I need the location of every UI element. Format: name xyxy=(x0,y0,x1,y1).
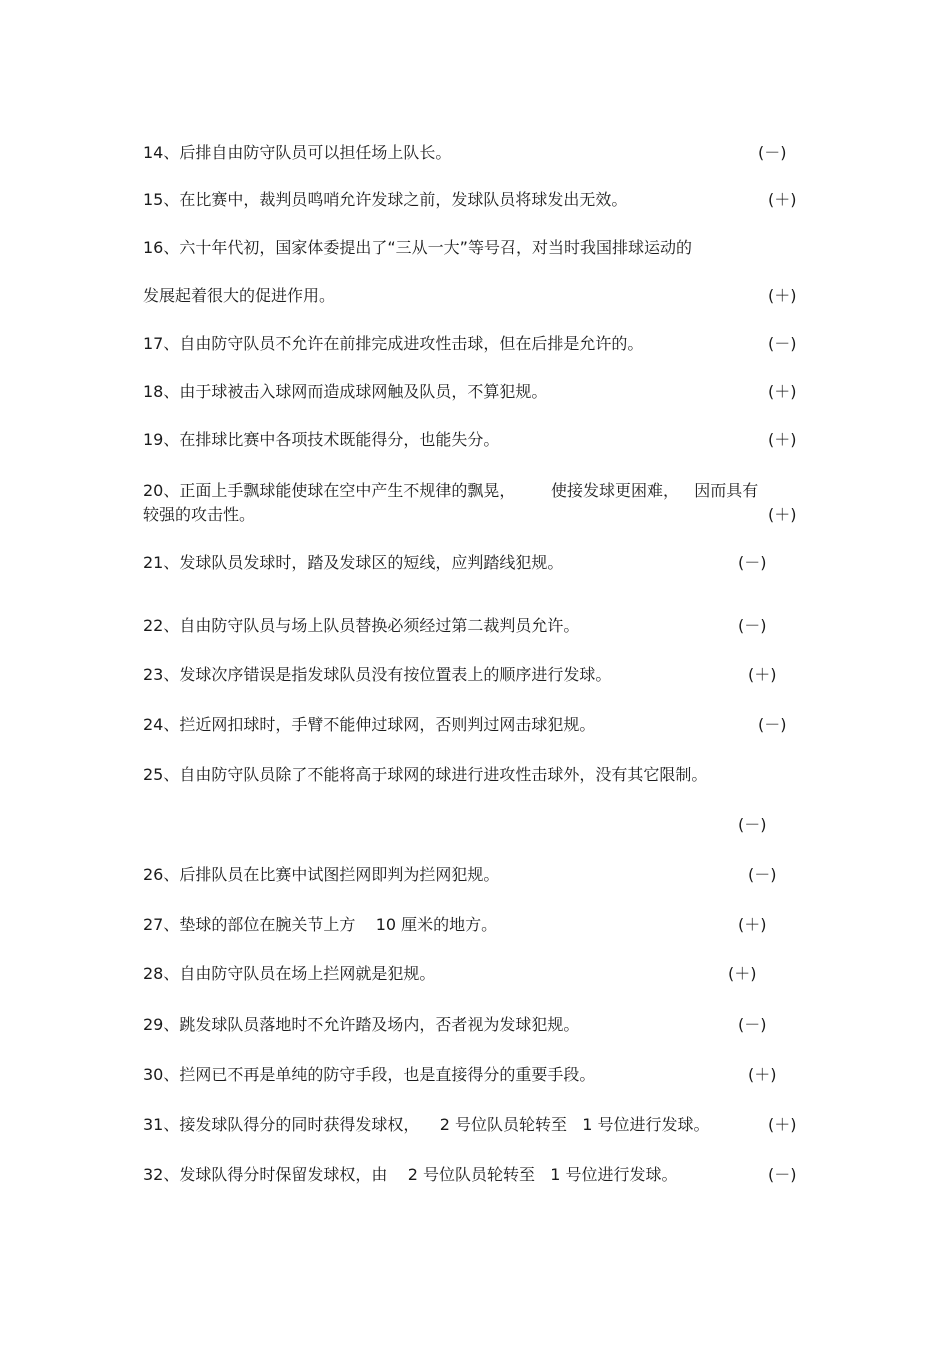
question-27-answer: (＋) xyxy=(738,915,767,934)
question-28-text: 28、自由防守队员在场上拦网就是犯规。 xyxy=(143,964,436,983)
question-25-text: 25、自由防守队员除了不能将高于球网的球进行进攻性击球外，没有其它限制。 xyxy=(143,765,708,784)
question-22-answer: (－) xyxy=(738,616,767,635)
question-23-answer: (＋) xyxy=(748,665,777,684)
question-31-answer: (＋) xyxy=(768,1115,797,1134)
question-19-text: 19、在排球比赛中各项技术既能得分，也能失分。 xyxy=(143,430,500,449)
question-25-answer: (－) xyxy=(738,815,767,834)
question-24-text: 24、拦近网扣球时，手臂不能伸过球网，否则判过网击球犯规。 xyxy=(143,715,596,734)
question-20-text-continued: 较强的攻击性。 xyxy=(143,505,256,524)
question-31-text: 31、接发球队得分的同时获得发球权， 2 号位队员轮转至 1 号位进行发球。 xyxy=(143,1115,710,1134)
question-20-answer: (＋) xyxy=(768,505,797,524)
question-17-text: 17、自由防守队员不允许在前排完成进攻性击球，但在后排是允许的。 xyxy=(143,334,644,353)
question-16-answer: (＋) xyxy=(768,286,797,305)
question-14-text: 14、后排自由防守队员可以担任场上队长。 xyxy=(143,143,452,162)
question-16-text-continued: 发展起着很大的促进作用。 xyxy=(143,286,336,305)
question-32-text: 32、发球队得分时保留发球权，由 2 号位队员轮转至 1 号位进行发球。 xyxy=(143,1165,678,1184)
question-30-text: 30、拦网已不再是单纯的防守手段，也是直接得分的重要手段。 xyxy=(143,1065,596,1084)
question-28-answer: (＋) xyxy=(728,964,757,983)
question-26-answer: (－) xyxy=(748,865,777,884)
question-20-text: 20、正面上手飘球能使球在空中产生不规律的飘晃， 使接发球更困难， 因而具有 xyxy=(143,481,759,500)
question-21-text: 21、发球队员发球时，踏及发球区的短线，应判踏线犯规。 xyxy=(143,553,564,572)
question-22-text: 22、自由防守队员与场上队员替换必须经过第二裁判员允许。 xyxy=(143,616,580,635)
question-21-answer: (－) xyxy=(738,553,767,572)
question-17-answer: (－) xyxy=(768,334,797,353)
question-29-text: 29、跳发球队员落地时不允许踏及场内，否者视为发球犯规。 xyxy=(143,1015,580,1034)
question-18-answer: (＋) xyxy=(768,382,797,401)
question-27-text: 27、垫球的部位在腕关节上方 10 厘米的地方。 xyxy=(143,915,498,934)
question-16-text: 16、六十年代初，国家体委提出了“三从一大”等号召，对当时我国排球运动的 xyxy=(143,238,692,257)
question-26-text: 26、后排队员在比赛中试图拦网即判为拦网犯规。 xyxy=(143,865,500,884)
question-15-text: 15、在比赛中，裁判员鸣哨允许发球之前，发球队员将球发出无效。 xyxy=(143,190,628,209)
question-15-answer: (＋) xyxy=(768,190,797,209)
question-18-text: 18、由于球被击入球网而造成球网触及队员，不算犯规。 xyxy=(143,382,548,401)
question-30-answer: (＋) xyxy=(748,1065,777,1084)
question-24-answer: (－) xyxy=(758,715,787,734)
question-29-answer: (－) xyxy=(738,1015,767,1034)
question-23-text: 23、发球次序错误是指发球队员没有按位置表上的顺序进行发球。 xyxy=(143,665,612,684)
question-19-answer: (＋) xyxy=(768,430,797,449)
question-32-answer: (－) xyxy=(768,1165,797,1184)
question-14-answer: (－) xyxy=(758,143,787,162)
